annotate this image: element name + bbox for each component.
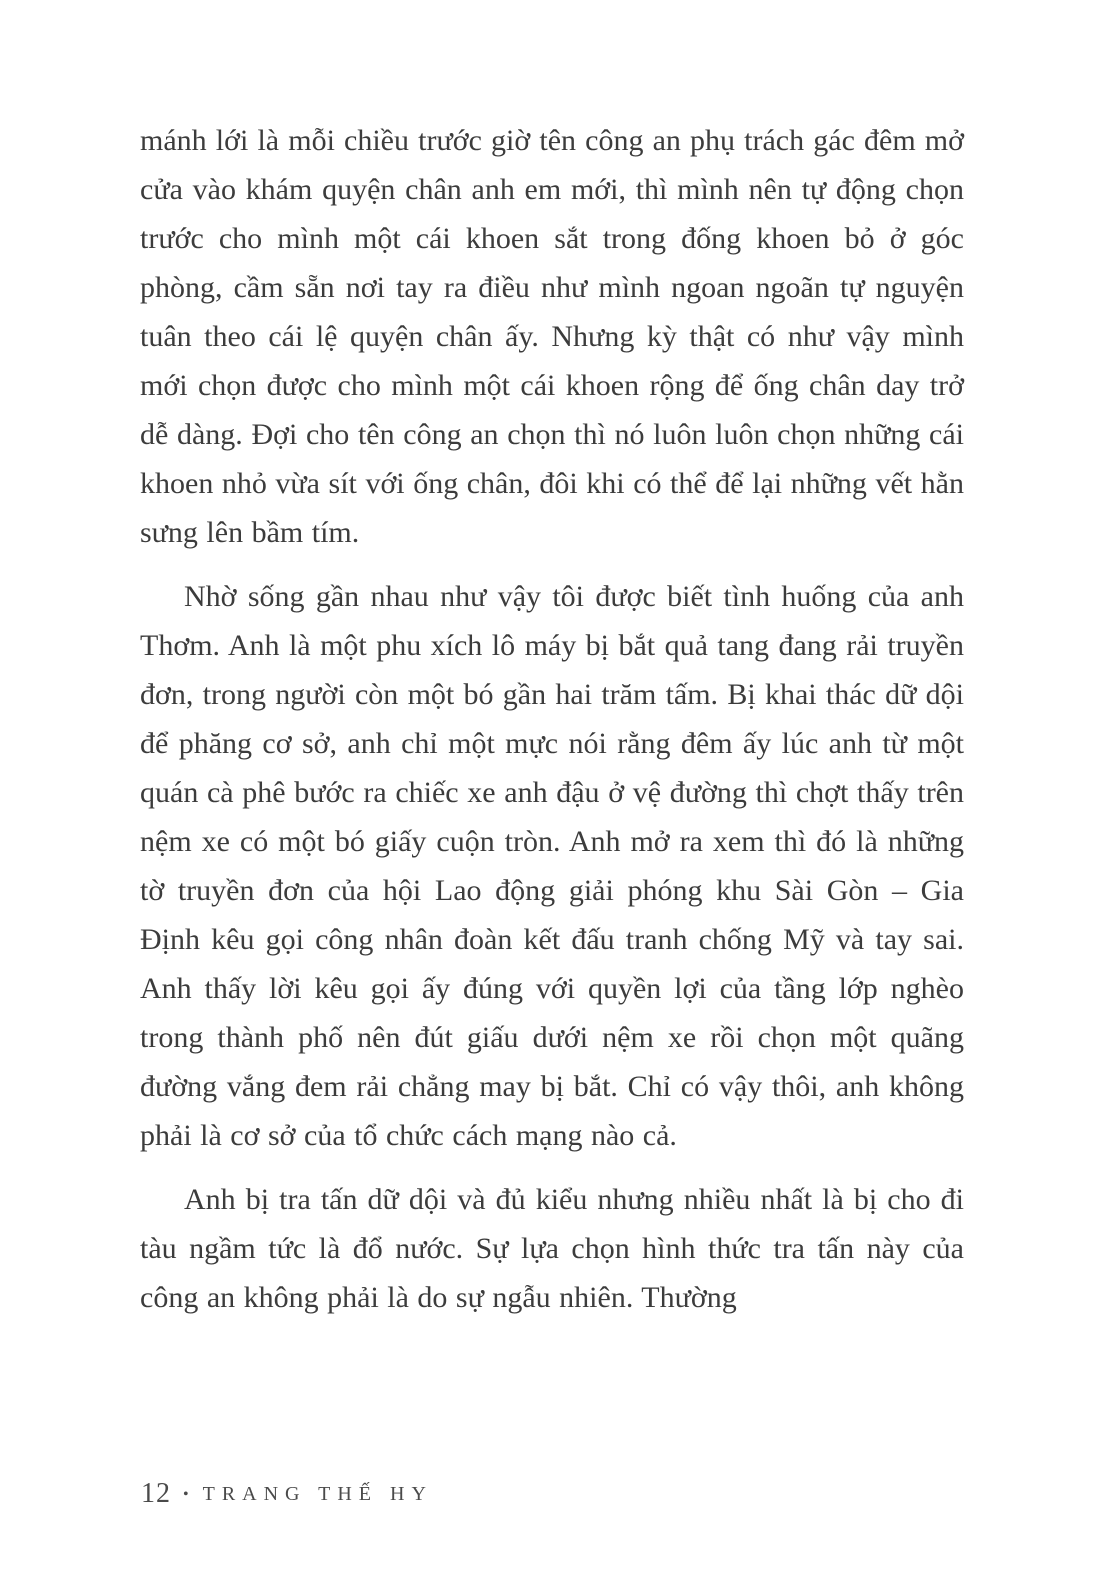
paragraph-1: mánh lới là mỗi chiều trước giờ tên công an phụ trách gác đêm mở cửa vào khám quyện chân anh em mới, thì mình nên tự động chọn trước cho mình một cái khoen sắt trong đống khoen bỏ ở góc phòng, cầm sẵn nơi tay ra điều như mình ngoan ngoãn tự nguyện tuân theo cái lệ quyện chân ấy. Nhưng kỳ thật có như vậy mình mới chọn được cho mình một cái khoen rộng để ống chân day trở dễ dàng. Đợi cho tên công an chọn thì nó luôn luôn chọn những cái khoen nhỏ vừa sít với ống chân, đôi khi có thể để lại những vết hằn sưng lên bầm tím. (140, 124, 964, 549)
footer-separator-dot: • (183, 1486, 189, 1503)
page-footer (141, 1478, 433, 1510)
paragraph-3: Anh bị tra tấn dữ dội và đủ kiểu nhưng nhiều nhất là bị cho đi tàu ngầm tức là đổ nước. Sự lựa chọn hình thức tra tấn này của công an không phải là do sự ngẫu nhiên. Thường (140, 1183, 964, 1314)
paragraph-2: Nhờ sống gần nhau như vậy tôi được biết tình huống của anh Thơm. Anh là một phu xích lô máy bị bắt quả tang đang rải truyền đơn, trong người còn một bó gần hai trăm tấm. Bị khai thác dữ dội để phăng cơ sở, anh chỉ một mực nói rằng đêm ấy lúc anh từ một quán cà phê bước ra chiếc xe anh đậu ở vệ đường thì chợt thấy trên nệm xe có một bó giấy cuộn tròn. Anh mở ra xem thì đó là những tờ truyền đơn của hội Lao động giải phóng khu Sài Gòn – Gia Định kêu gọi công nhân đoàn kết đấu tranh chống Mỹ và tay sai. Anh thấy lời kêu gọi ấy đúng với quyền lợi của tầng lớp nghèo trong thành phố nên đút giấu dưới nệm xe rồi chọn một quãng đường vắng đem rải chẳng may bị bắt. Chỉ có vậy thôi, anh không phải là cơ sở của tổ chức cách mạng nào cả. (140, 580, 964, 1152)
author-name: TRANG THẾ HY (202, 1482, 433, 1505)
page-text-block (140, 116, 964, 1322)
page-number: 12 (141, 1478, 171, 1509)
